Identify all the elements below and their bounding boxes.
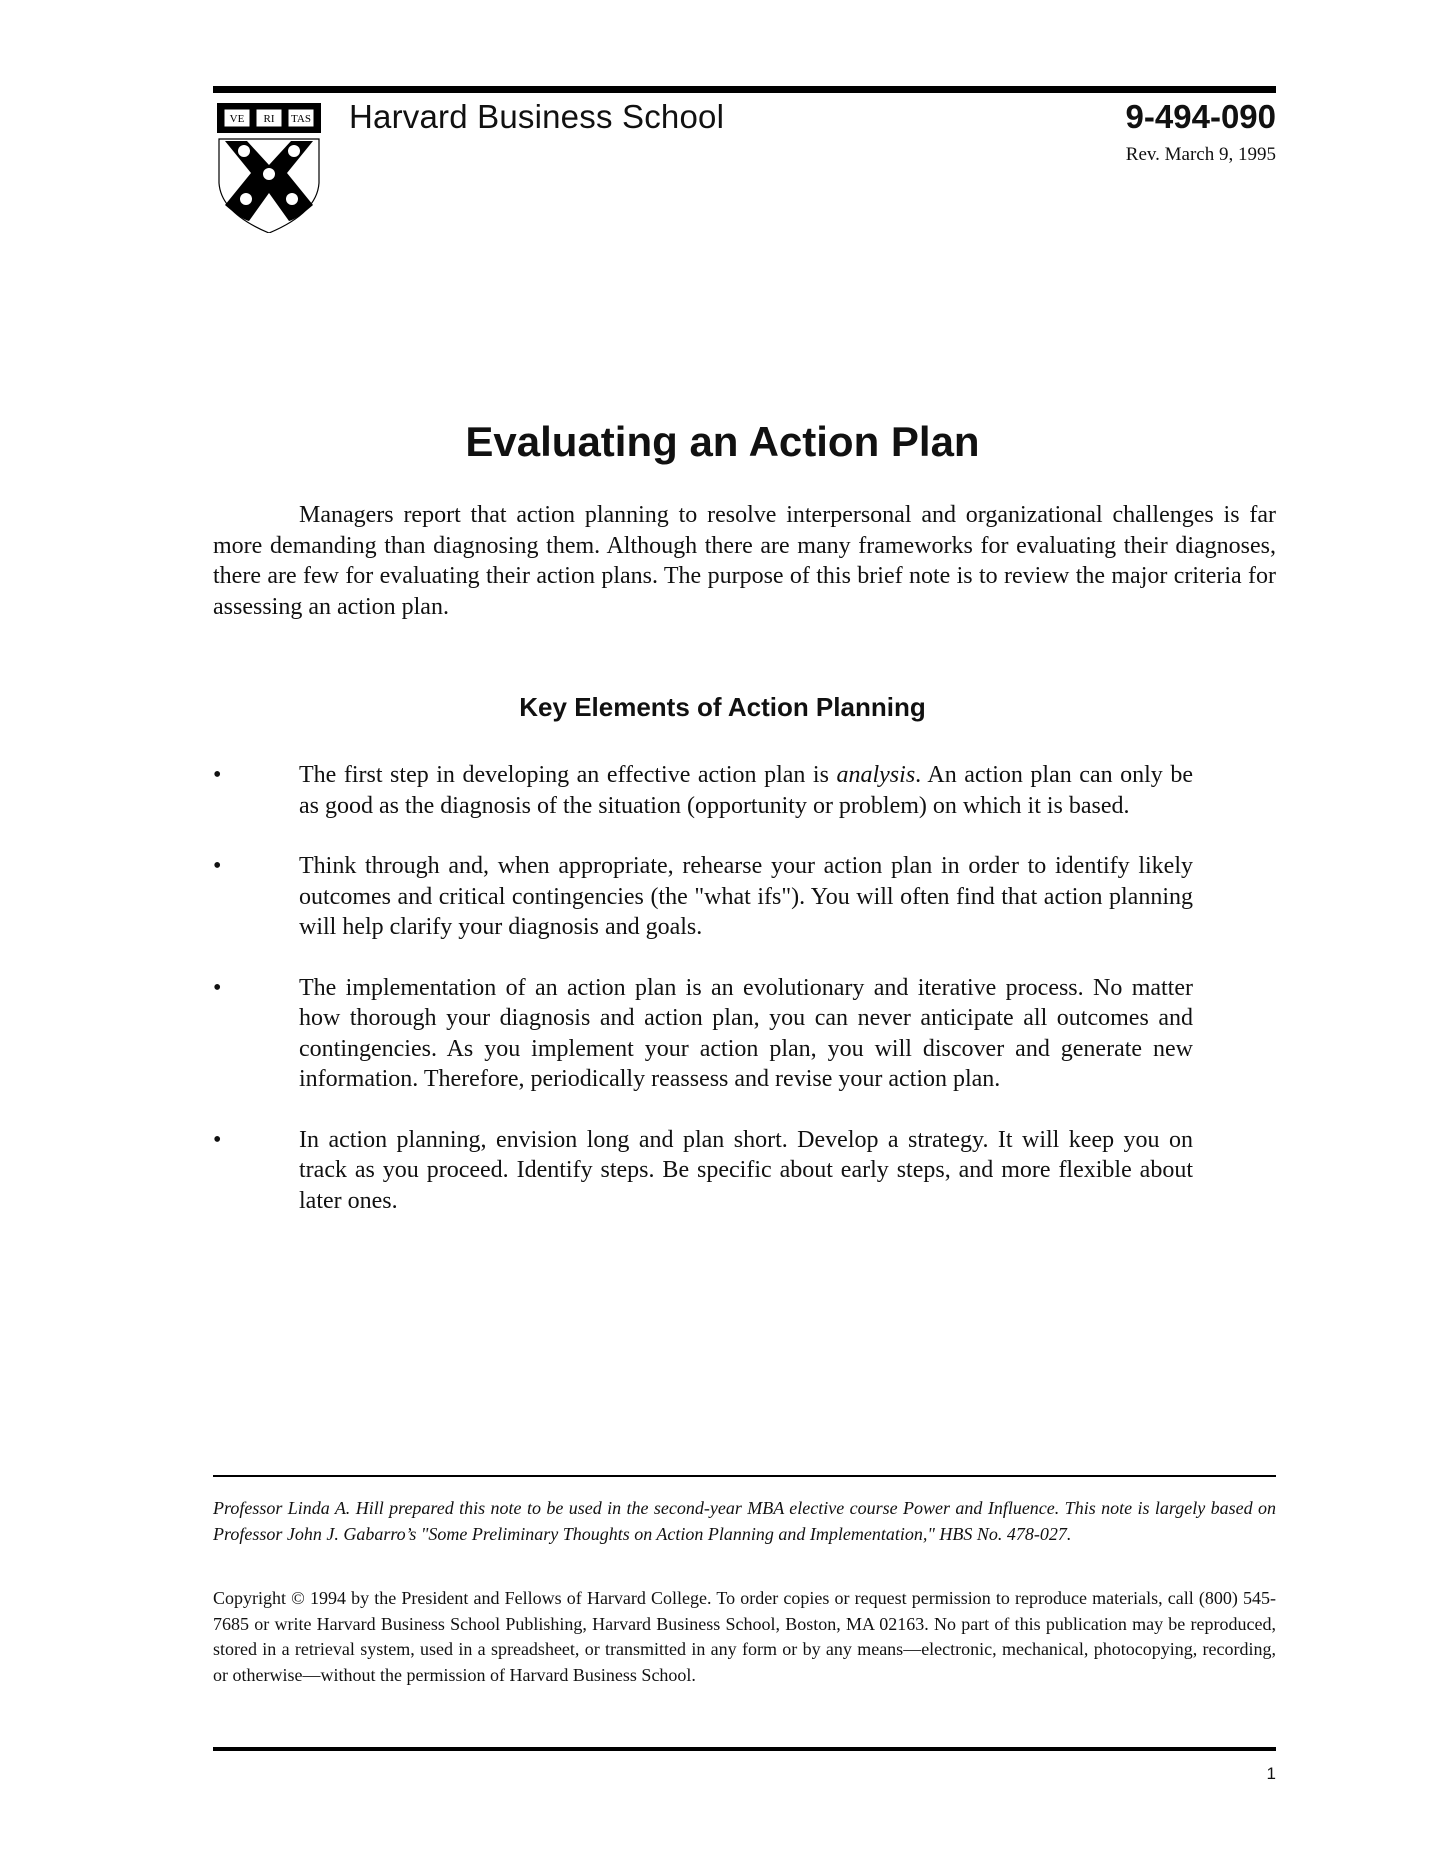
header-rule: [213, 86, 1276, 93]
bullet-dot: •: [213, 974, 222, 1001]
bullet-text: The first step in developing an effective action plan is: [299, 762, 837, 788]
footnote-rule: [213, 1475, 1276, 1477]
page-number: 1: [1266, 1764, 1276, 1783]
document-title: Evaluating an Action Plan: [465, 418, 980, 465]
bullet-dot: •: [213, 853, 222, 879]
bullet-text-continued: . An action plan can only be as good as the diagnosis of the situation (opportunity or problem) on which it is based.: [299, 762, 1194, 819]
intro-paragraph: Managers report that action planning to resolve interpersonal and organizational challenges is far more demanding than diagnosing them. Although there are many frameworks for evaluating their diagnoses, there are few for evaluating their action plans. The purpose of this brief note is to review the major criteria for assessing an action plan.: [213, 502, 1276, 620]
document-number: 9-494-090: [1125, 98, 1276, 135]
footer-rule: [213, 1747, 1276, 1751]
copyright-notice: Copyright © 1994 by the President and Fellows of Harvard College. To order copies or request permission to reproduce materials, call (800) 545-7685 or write Harvard Business School Publishing, Harvard Business School, Boston, MA 02163. No part of this publication may be reproduced, stored in a retrieval system, used in a spreadsheet, or transmitted in any form or by any means—electronic, mechanical, photocopying, recording, or otherwise—without the permission of Harvard Business School.: [213, 1588, 1276, 1685]
bullet-item: [213, 1125, 1193, 1217]
bullet-item: [213, 851, 1193, 943]
bullet-item: [213, 760, 1193, 821]
motto-book-3: TAS: [291, 113, 311, 125]
bullet-text: Think through and, when appropriate, rehearse your action plan in order to identify likely outcomes and critical contingencies (the "what ifs"). You will often find that action planning will help clarify your diagnosis and goals.: [299, 853, 1193, 940]
author-note: Professor Linda A. Hill prepared this note to be used in the second-year MBA elective course Power and Influence. This note is largely based on Professor John J. Gabarro’s "Some Preliminary Thoughts on Action Planning and Implementation," HBS No. 478-027.: [213, 1498, 1276, 1544]
bullet-dot: •: [213, 762, 222, 788]
bullet-text: In action planning, envision long and plan short. Develop a strategy. It will keep you on track as you proceed. Identify steps. Be specific about early steps, and more flexible about later ones.: [299, 1126, 1193, 1214]
motto-book-1: VE: [229, 113, 245, 125]
revision-date: Rev. March 9, 1995: [1125, 144, 1276, 165]
bullet-text: The implementation of an action plan is an evolutionary and iterative process. No matter how thorough your diagnosis and action plan, you can never anticipate all outcomes and contingencies. As you implement your action plan, you will discover and generate new information. Therefore, periodically reassess and revise your action plan.: [299, 974, 1193, 1092]
bullet-dot: •: [213, 1126, 222, 1153]
bullet-list: [213, 760, 1193, 1246]
motto-book-2: RI: [263, 113, 275, 125]
harvard-shield-icon: [217, 103, 321, 233]
bullet-item: [213, 973, 1193, 1095]
section-heading: Key Elements of Action Planning: [519, 692, 926, 722]
bullet-emphasis: analysis: [836, 762, 916, 788]
school-name: Harvard Business School: [349, 98, 725, 135]
